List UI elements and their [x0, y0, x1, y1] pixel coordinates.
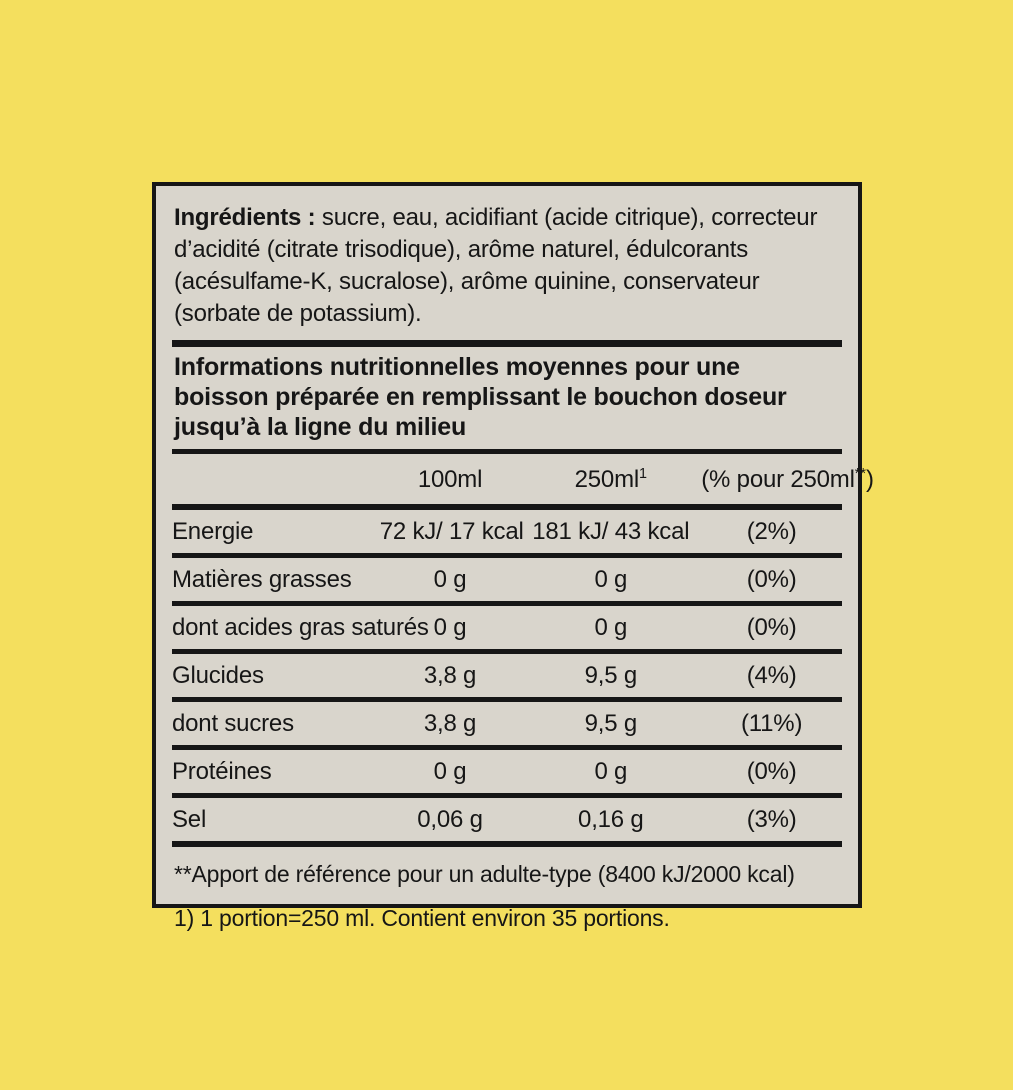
value-250ml: 0 g: [594, 566, 628, 593]
row-label: Energie: [172, 518, 254, 545]
value-percent: (11%): [741, 710, 803, 737]
ingredients-lead: Ingrédients :: [174, 204, 316, 231]
header-percent: (% pour 250ml**): [701, 466, 874, 493]
value-100ml: 0 g: [433, 566, 467, 593]
nutrition-heading: Informations nutritionnelles moyennes pour une boisson préparée en remplissant le bouchon doseur jusqu’à la ligne du milieu: [174, 353, 787, 441]
value-100ml: 3,8 g: [423, 710, 477, 737]
value-250ml: 0,16 g: [578, 806, 644, 833]
value-100ml: 0 g: [433, 758, 467, 785]
value-100ml: 0 g: [433, 614, 467, 641]
value-250ml: 9,5 g: [584, 710, 638, 737]
row-label: Protéines: [172, 758, 272, 785]
footnote-marker-asterisks: **: [854, 466, 866, 482]
nutrition-label-panel: [152, 182, 874, 931]
ingredients-text: sucre, eau, acidifiant (acide citrique), correcteur d’acidité (citrate trisodique), arôme naturel, édulcorants (acésulfame-K, sucralose), arôme quinine, conservateur (sorbate de potassium).: [174, 204, 818, 327]
table-row: [172, 748, 842, 796]
header-100ml: 100ml: [417, 466, 483, 493]
table-row: [172, 700, 842, 748]
row-label: dont acides gras saturés: [172, 614, 429, 641]
value-250ml: 181 kJ/ 43 kcal: [532, 518, 690, 545]
table-row: [172, 652, 842, 700]
value-percent: (3%): [746, 806, 797, 833]
table-row: [172, 507, 842, 556]
value-100ml: 0,06 g: [417, 806, 483, 833]
value-percent: (0%): [746, 614, 797, 641]
value-percent: (2%): [746, 518, 797, 545]
value-250ml: 9,5 g: [584, 662, 638, 689]
table-header-row: [172, 454, 842, 507]
table-row: [172, 796, 842, 845]
row-label: Glucides: [172, 662, 264, 689]
row-label: dont sucres: [172, 710, 294, 737]
footnote-reference-intake: **Apport de référence pour un adulte-type (8400 kJ/2000 kcal): [174, 861, 795, 887]
ingredients-paragraph: [174, 202, 840, 330]
value-percent: (4%): [746, 662, 797, 689]
divider-top-thick: [172, 340, 842, 347]
row-label: Sel: [172, 806, 207, 833]
footnotes-section: [172, 847, 842, 933]
value-250ml: 0 g: [594, 758, 628, 785]
header-blank: [172, 454, 380, 507]
table-row: [172, 604, 842, 652]
value-100ml: 72 kJ/ 17 kcal: [379, 518, 524, 545]
value-percent: (0%): [746, 566, 797, 593]
footnote-portion-info: 1) 1 portion=250 ml. Contient environ 35 portions.: [174, 905, 670, 931]
value-250ml: 0 g: [594, 614, 628, 641]
table-row: [172, 556, 842, 604]
header-250ml: $250ml^1$: [574, 466, 648, 493]
row-label: Matières grasses: [172, 566, 352, 593]
value-percent: (0%): [746, 758, 797, 785]
nutrition-table: [172, 454, 874, 847]
value-100ml: 3,8 g: [423, 662, 477, 689]
footnote-marker-1: 1: [639, 466, 648, 482]
